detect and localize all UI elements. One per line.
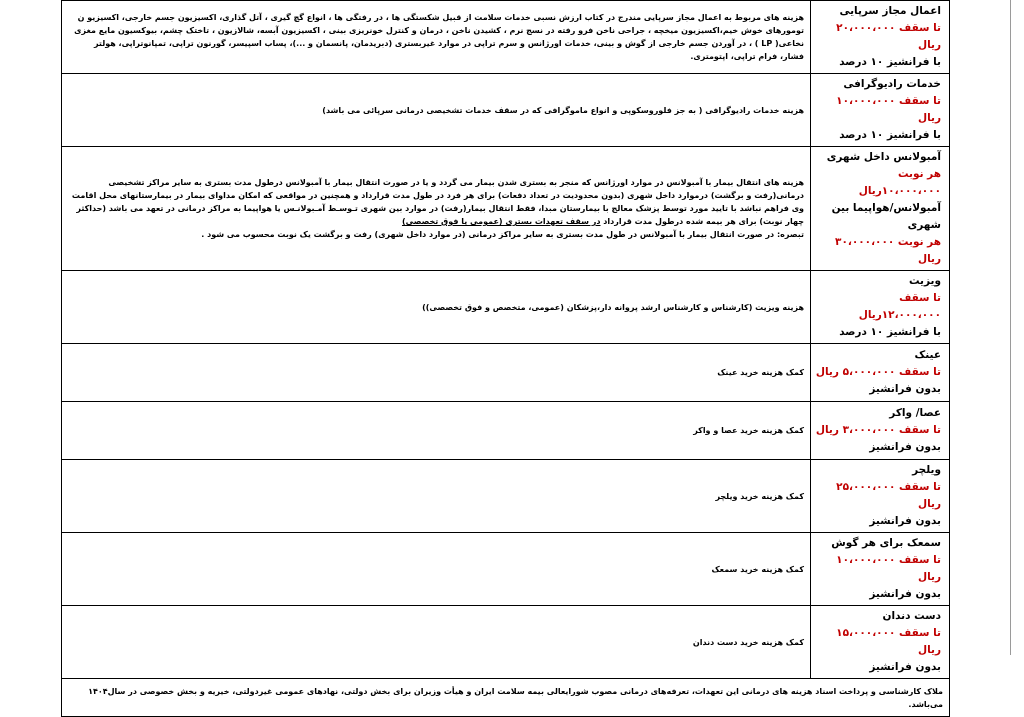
coverage-cell — [811, 74, 950, 147]
coverage-title: دست دندان — [882, 610, 941, 622]
coverage-franchise: با فرانشیز ۱۰ درصد — [839, 129, 941, 141]
coverage-limit: تا سقف ۵،۰۰۰،۰۰۰ ریال — [815, 366, 941, 378]
table-row-walker — [62, 402, 950, 460]
coverage-description — [62, 147, 811, 271]
tariff-note: ملاک کارشناسی و پرداخت اسناد هزینه های درمانی این تعهدات، تعرفه‌های درمانی مصوب شورایعالی بیمه سلامت ایران و هیأت وزیران برای بخش دولتی، نهادهای عمومی غیردولتی، خیریه و بخش خصوصی در سال۱۴۰۴ می‌باشد. — [62, 679, 950, 717]
coverage-franchise: با فرانشیز ۱۰ درصد — [839, 56, 941, 68]
coverage-limit: تا سقف ۱۵،۰۰۰،۰۰۰ ریال — [836, 627, 941, 656]
coverage-cell — [811, 460, 950, 533]
coverage-description: هزینه ویزیت (کارشناس و کارشناس ارشد پروانه دار،پزشکان (عمومی، متخصص و فوق تخصصی)) — [62, 271, 811, 344]
coverage-description: هزینه های مربوط به اعمال مجاز سرپایی مندرج در کتاب ارزش نسبی خدمات سلامت از قبیل شکستگی ها ، در رفتگی ها ، انواع گچ گیری ، آتل گذاری، اکسیزیون جسم خارجی، اکسیزیو ن تومورهای خوش خیم،اکسیزیون میخچه ، جراحی ناخن فرو رفته در نسج نرم ، کشیدن ناخن ، درمان و کنترل خونریزی بینی ، اکسیزیون آبسه، شالازیون ، تاختک چشم، بیوکسیون مایع مغزی نخاعی( LP ) ، در آوردن جسم خارجی از گوش و بینی، خدمات اورژانس و سرم تراپی در موارد غیربستری (دبریدمان، پانسمان و ...)، پساب اسپیسر، گورنون تراپی، تمپانوتراپی، هولتر فشار، فرام تراپی، اپتومتری. — [62, 1, 811, 74]
coverage-limit-secondary: هر نوبت ۳۰،۰۰۰،۰۰۰ ریال — [835, 236, 941, 265]
coverage-franchise: بدون فرانشیز — [869, 661, 941, 673]
coverage-cell — [811, 1, 950, 74]
coverage-title: عصا/ واکر — [889, 407, 941, 419]
coverage-table — [61, 0, 950, 717]
table-row-ambulance — [62, 147, 950, 271]
coverage-description: کمک هزینه خرید سمعک — [62, 533, 811, 606]
coverage-title: آمبولانس داخل شهری — [826, 151, 941, 163]
coverage-description: کمک هزینه خرید عینک — [62, 344, 811, 402]
coverage-note: تبصره: در صورت انتقال بیمار با آمبولانس در طول مدت بستری به سایر مراکز درمانی (در موارد داخل شهری) رفت و برگشت یک نوبت محسوب می شود . — [201, 230, 804, 239]
coverage-description: کمک هزینه خرید ویلچر — [62, 460, 811, 533]
coverage-cell — [811, 344, 950, 402]
page-edge-rule — [1010, 0, 1011, 655]
coverage-cell — [811, 606, 950, 679]
table-row-hearing-aid — [62, 533, 950, 606]
coverage-title: عینک — [914, 349, 941, 361]
coverage-description-text: هزینه های انتقال بیمار با آمبولانس در موارد اورژانس که منجر به بستری شدن بیمار می گردد و یا در صورت انتقال بیمار با آمبولانس درطول مدت بستری به سایر مراکز تشخیصی درمانی(رفت و برگشت) درموارد داخل شهری (بدون محدودیت در تعداد دفعات) برای هر فرد در طول مدت قرارداد و همچنین در مواقعی که امکان مداوای بیمار در بیمارستانهای محل اقامت وی فراهم نباشد با تایید مورد توسط پزشک معالج با بیمارستان مبدا، فقط انتقال بیمار(رفت) در موارد بین شهری تـوسـط آمـبولانـس یا هواپیما به مراکز درمانی در تعهد می باشد (حداکثر چهار نوبت) برای هر بیمه شده درطول مدت قرارداد — [71, 178, 804, 226]
coverage-description-underlined: در سقف تعهدات بستری (عمومی یا فوق تخصصی) — [401, 217, 601, 226]
table-row-glasses — [62, 344, 950, 402]
coverage-limit: هر نوبت ۱۰،۰۰۰،۰۰۰ریال — [858, 168, 941, 197]
coverage-title-secondary: آمبولانس/هواپیما بین شهری — [831, 202, 941, 231]
coverage-title: سمعک برای هر گوش — [831, 537, 941, 549]
coverage-franchise: بدون فرانشیز — [869, 588, 941, 600]
coverage-cell — [811, 271, 950, 344]
coverage-limit: تا سقف ۱۰،۰۰۰،۰۰۰ ریال — [836, 95, 941, 124]
coverage-cell — [811, 147, 950, 271]
coverage-title: ویلچر — [912, 464, 941, 476]
table-row-visit — [62, 271, 950, 344]
table-row-dentures — [62, 606, 950, 679]
coverage-franchise: بدون فرانشیز — [869, 383, 941, 395]
coverage-cell — [811, 402, 950, 460]
coverage-limit: تا سقف ۲۰،۰۰۰،۰۰۰ ریال — [836, 22, 941, 51]
coverage-description: کمک هزینه خرید عصا و واکر — [62, 402, 811, 460]
coverage-franchise: با فرانشیز ۱۰ درصد — [839, 326, 941, 338]
coverage-title: اعمال مجاز سرپایی — [839, 5, 941, 17]
coverage-franchise: بدون فرانشیز — [869, 515, 941, 527]
coverage-limit: تا سقف ۱۰،۰۰۰،۰۰۰ ریال — [836, 554, 941, 583]
table-row-wheelchair — [62, 460, 950, 533]
coverage-limit: تا سقف ۳،۰۰۰،۰۰۰ ریال — [815, 424, 941, 436]
coverage-description: کمک هزینه خرید دست دندان — [62, 606, 811, 679]
coverage-limit: تا سقف ۱۲،۰۰۰،۰۰۰ریال — [858, 292, 941, 321]
coverage-cell — [811, 533, 950, 606]
coverage-franchise: بدون فرانشیز — [869, 441, 941, 453]
coverage-description: هزینه خدمات رادیوگرافی ( به جز فلوروسکوپی و انواع ماموگرافی که در سقف خدمات تشخیصی درمانی سرپائی می باشد) — [62, 74, 811, 147]
coverage-limit: تا سقف ۲۵،۰۰۰،۰۰۰ ریال — [836, 481, 941, 510]
table-row-radiography — [62, 74, 950, 147]
table-row-outpatient — [62, 1, 950, 74]
table-row-footer — [62, 679, 950, 717]
coverage-title: ویزیت — [908, 275, 941, 287]
coverage-title: خدمات رادیوگرافی — [843, 78, 941, 90]
